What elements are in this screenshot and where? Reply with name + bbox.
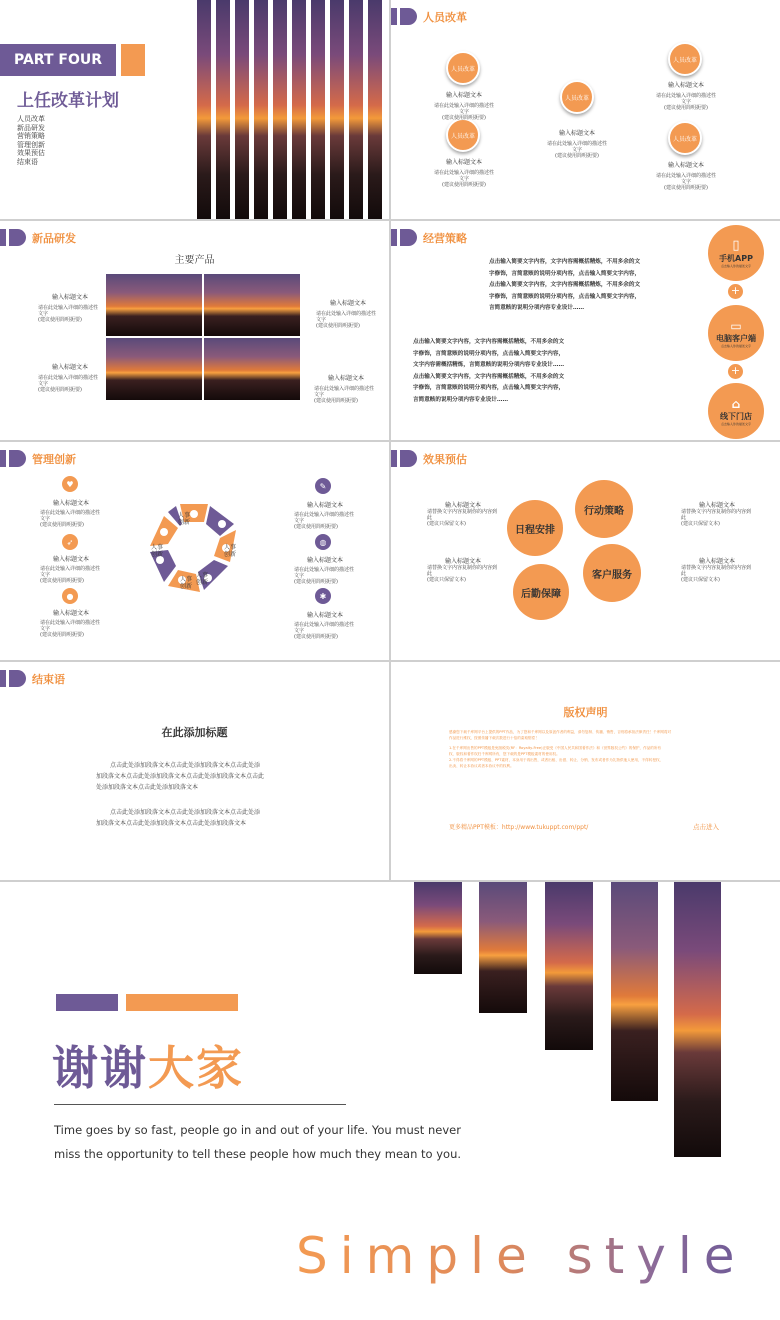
slide-personnel-reform[interactable] xyxy=(391,0,780,219)
closing-paragraph: 点击此处添加段落文本点击此处添加段落文本点击此处添 加段落文本点击此处添加段落文本点击此处添加段落文本点击此 处添加段落文本点击此处添加段落文本 xyxy=(96,762,265,791)
product-image xyxy=(106,274,202,336)
slide-title: 上任改革计划 xyxy=(17,91,119,111)
text-block: 输入标题文本 请在此处输入详细的描述性文字 (建议使用简明扼要) xyxy=(433,159,494,188)
agenda-item: 管理创新 xyxy=(17,140,45,149)
agenda-item: 营销策略 xyxy=(17,132,45,140)
copyright-text: 感谢您下载千库网平台上提供的PPT作品，为了您和千库网以及原创作者的利益，请勿复制、传播、销售，否则将承担法律责任！千库网将对 作品进行维权，按照传播下载次数进行十倍的索取赔偿！ 1.在千库网出售的PPT模板是免版税类(RF：Royalty-Free)正版受《中国人民共和国著作法》和《世界版权公约》的保护，作品的所有 权、版权和著作权归千库网所有，您下载的是PPT模板素材的使用权。 2.不得将千库网的PPT模板、PPT素材，本身用于再出售，或者出租、出借、转让、分销、发布或者作为礼物供他人使用，不得转授权、 出卖、转让本协议或者本协议中的权利。 xyxy=(449,730,672,768)
part-accent-block xyxy=(121,44,145,76)
text-block: 输入标题文本 请在此处输入详细的描述性文字 (建议使用简明扼要) xyxy=(314,375,375,404)
photo-strip xyxy=(414,882,462,974)
effect-circle: 日程安排 xyxy=(507,500,563,556)
photo-strip xyxy=(611,882,658,1101)
header-title: 结束语 xyxy=(32,672,65,686)
text-block: 输入标题文本 请在此处输入详细的描述性文字 (建议使用简明扼要) xyxy=(38,364,99,393)
cycle-label: 人事创新 xyxy=(178,512,191,526)
more-templates-link[interactable]: 更多精品PPT模板：http://www.tukuppt.com/ppt/ xyxy=(449,824,589,831)
thumbs-up-icon: ♥ xyxy=(62,476,78,492)
header-title: 经营策略 xyxy=(423,231,467,245)
header-tab-icon xyxy=(0,229,26,246)
text-block: 输入标题文本 请在此处输入详细的描述性文字 (建议使用简明扼要) xyxy=(294,502,355,530)
monitor-icon: ▭ xyxy=(730,318,742,333)
purple-bar xyxy=(56,994,118,1011)
agenda-item: 新品研发 xyxy=(17,123,45,132)
channel-offline-store: ⌂ 线下门店 点击输入你的描述文字 xyxy=(708,383,764,439)
reform-circle: 人员改革 xyxy=(668,42,702,76)
reform-circle: 人员改革 xyxy=(446,118,480,152)
header-tab-icon xyxy=(391,450,417,467)
closing-title: 在此添加标题 xyxy=(161,726,228,739)
header-tab-icon xyxy=(391,229,417,246)
cycle-label: 人事创新 xyxy=(151,544,164,558)
slide-part-four[interactable] xyxy=(0,0,389,219)
quote-text: Time goes by so fast, people go in and out of your life. You must never miss the opportunity to tell these people how much they mean to you. xyxy=(54,1123,462,1161)
header-title: 管理创新 xyxy=(32,452,76,466)
enter-link[interactable]: 点击进入 xyxy=(693,823,719,831)
slide-new-products[interactable] xyxy=(0,221,389,440)
text-block: 输入标题文本 请在此处输入详细的描述性文字 (建议使用简明扼要) xyxy=(40,500,101,528)
text-block: 输入标题文本 请在此处输入详细的描述性文字 (建议使用简明扼要) xyxy=(40,556,101,584)
plus-icon: + xyxy=(728,284,743,299)
cycle-label: 人事创新 xyxy=(224,544,237,558)
product-image xyxy=(106,338,202,400)
header-tab-icon xyxy=(391,8,417,25)
slide-business-strategy[interactable] xyxy=(391,221,780,440)
agenda-item: 人员改革 xyxy=(17,115,45,123)
agenda-item: 结束语 xyxy=(17,157,38,166)
orange-bar xyxy=(126,994,238,1011)
text-block: 输入标题文本 请在此处输入详细的描述性文字 (建议使用简明扼要) xyxy=(294,612,355,640)
slide-header xyxy=(0,229,76,246)
location-pin-icon: ● xyxy=(62,588,78,604)
reform-circle: 人员改革 xyxy=(446,51,480,85)
closing-paragraph: 点击此处添加段落文本点击此处添加段落文本点击此处添 加段落文本点击此处添加段落文本点击此处添加段落文本 xyxy=(96,809,261,827)
text-block: 输入标题文本 请在此处输入详细的描述性文字 (建议使用简明扼要) xyxy=(655,162,716,191)
effect-circle: 后勤保障 xyxy=(513,564,569,620)
header-tab-icon xyxy=(0,450,26,467)
text-block: 输入标题文本 请在此处输入详细的描述性文字 (建议使用简明扼要) xyxy=(546,130,607,159)
header-tab-icon xyxy=(0,670,26,687)
reform-circle: 人员改革 xyxy=(668,121,702,155)
effect-circle: 客户服务 xyxy=(583,544,641,602)
strategy-paragraph: 点击输入简要文字内容，文字内容需概括精炼，不用多余的文 字修饰，言简意赅的说明分项内容，点击输入简要文字内容， 文字内容需概括精炼，言简意赅的说明分项内容专业设计…… 点击输入简要文字内容，文字内容需概括精炼，不用多余的文 字修饰，言简意赅的说明分项内容，点击输入简要文字内容， 言简意赅的说明分项内容专业设计…… xyxy=(413,339,565,403)
effect-circle: 行动策略 xyxy=(575,480,633,538)
text-block: 输入标题文本 请在此处输入详细的描述性文字 (建议使用简明扼要) xyxy=(655,82,716,111)
slide-header xyxy=(0,670,65,687)
cycle-node-icon xyxy=(160,528,168,536)
sunset-stripes xyxy=(197,0,386,219)
header-title: 效果预估 xyxy=(423,452,467,466)
text-block: 输入标题文本 请在此处输入详细的描述性文字 (建议使用简明扼要) xyxy=(433,92,494,121)
text-block: 输入标题文本 请在此处输入详细的描述性文字 (建议使用简明扼要) xyxy=(38,294,99,323)
plus-icon: + xyxy=(728,364,743,379)
pencil-icon: ✎ xyxy=(315,478,331,494)
strategy-paragraph: 点击输入简要文字内容，文字内容需概括精炼，不用多余的文 字修饰，言简意赅的说明分项内容，点击输入简要文字内容， 点击输入简要文字内容，文字内容需概括精炼，不用多余的文 字修饰，言简意赅的说明分项内容，点击输入简要文字内容， 言简意赅的说明分项内容专业设计…… xyxy=(489,259,641,311)
divider xyxy=(54,1104,346,1105)
channel-desktop-client: ▭ 电脑客户端 点击输入你的描述文字 xyxy=(708,305,764,361)
agenda-item: 效果预估 xyxy=(17,149,45,157)
slide-copyright[interactable] xyxy=(391,662,780,880)
globe-icon: ◍ xyxy=(315,534,331,550)
text-block: 输入标题文本 请替换文字内容复制你的内容到 此 (建议只保留文本) xyxy=(427,502,498,527)
text-block: 输入标题文本 请替换文字内容复制你的内容到此 (建议只保留文本) xyxy=(681,502,752,527)
text-block: 输入标题文本 请在此处输入详细的描述性文字 (建议使用简明扼要) xyxy=(40,610,101,638)
header-title: 人员改革 xyxy=(423,10,467,24)
reform-circle: 人员改革 xyxy=(560,80,594,114)
text-block: 输入标题文本 请在此处输入详细的描述性文字 (建议使用简明扼要) xyxy=(316,300,377,329)
text-block: 输入标题文本 请替换文字内容复制你的内容到此 (建议只保留文本) xyxy=(681,558,752,583)
text-block: 输入标题文本 请在此处输入详细的描述性文字 (建议使用简明扼要) xyxy=(294,557,355,585)
slide-header xyxy=(391,450,467,467)
slide-thank-you[interactable] xyxy=(0,882,780,1320)
slide-closing-remarks[interactable] xyxy=(0,662,389,880)
copyright-title: 版权声明 xyxy=(563,706,608,719)
rocket-icon: ➶ xyxy=(62,534,78,550)
part-label-bar: PART FOUR xyxy=(0,44,116,76)
thank-you-title: 谢谢大家 xyxy=(52,1041,244,1095)
cycle-label: 人事创新 xyxy=(180,576,193,590)
footer-tagline: Simple style xyxy=(296,1227,747,1285)
channel-mobile-app: ▯ 手机APP 点击输入你的描述文字 xyxy=(708,225,764,281)
photo-strip xyxy=(674,882,721,1157)
product-image xyxy=(204,338,300,400)
cycle-node-icon xyxy=(218,520,226,528)
gear-icon: ✱ xyxy=(315,588,331,604)
agenda-list xyxy=(17,115,45,166)
slide-header xyxy=(0,450,76,467)
slide-header xyxy=(391,8,467,25)
main-title: 主要产品 xyxy=(174,255,215,266)
slide-management-innovation[interactable] xyxy=(0,442,389,660)
header-title: 新品研发 xyxy=(32,231,76,245)
photo-strip xyxy=(545,882,593,1050)
cycle-label: 人事创新 xyxy=(196,572,209,586)
text-block: 输入标题文本 请替换文字内容复制你的内容到 此 (建议只保留文本) xyxy=(427,558,498,583)
store-icon: ⌂ xyxy=(731,396,741,411)
product-image xyxy=(204,274,300,336)
slide-header xyxy=(391,229,467,246)
photo-strip xyxy=(479,882,527,1013)
phone-icon: ▯ xyxy=(732,238,740,253)
slide-effect-estimate[interactable] xyxy=(391,442,780,660)
